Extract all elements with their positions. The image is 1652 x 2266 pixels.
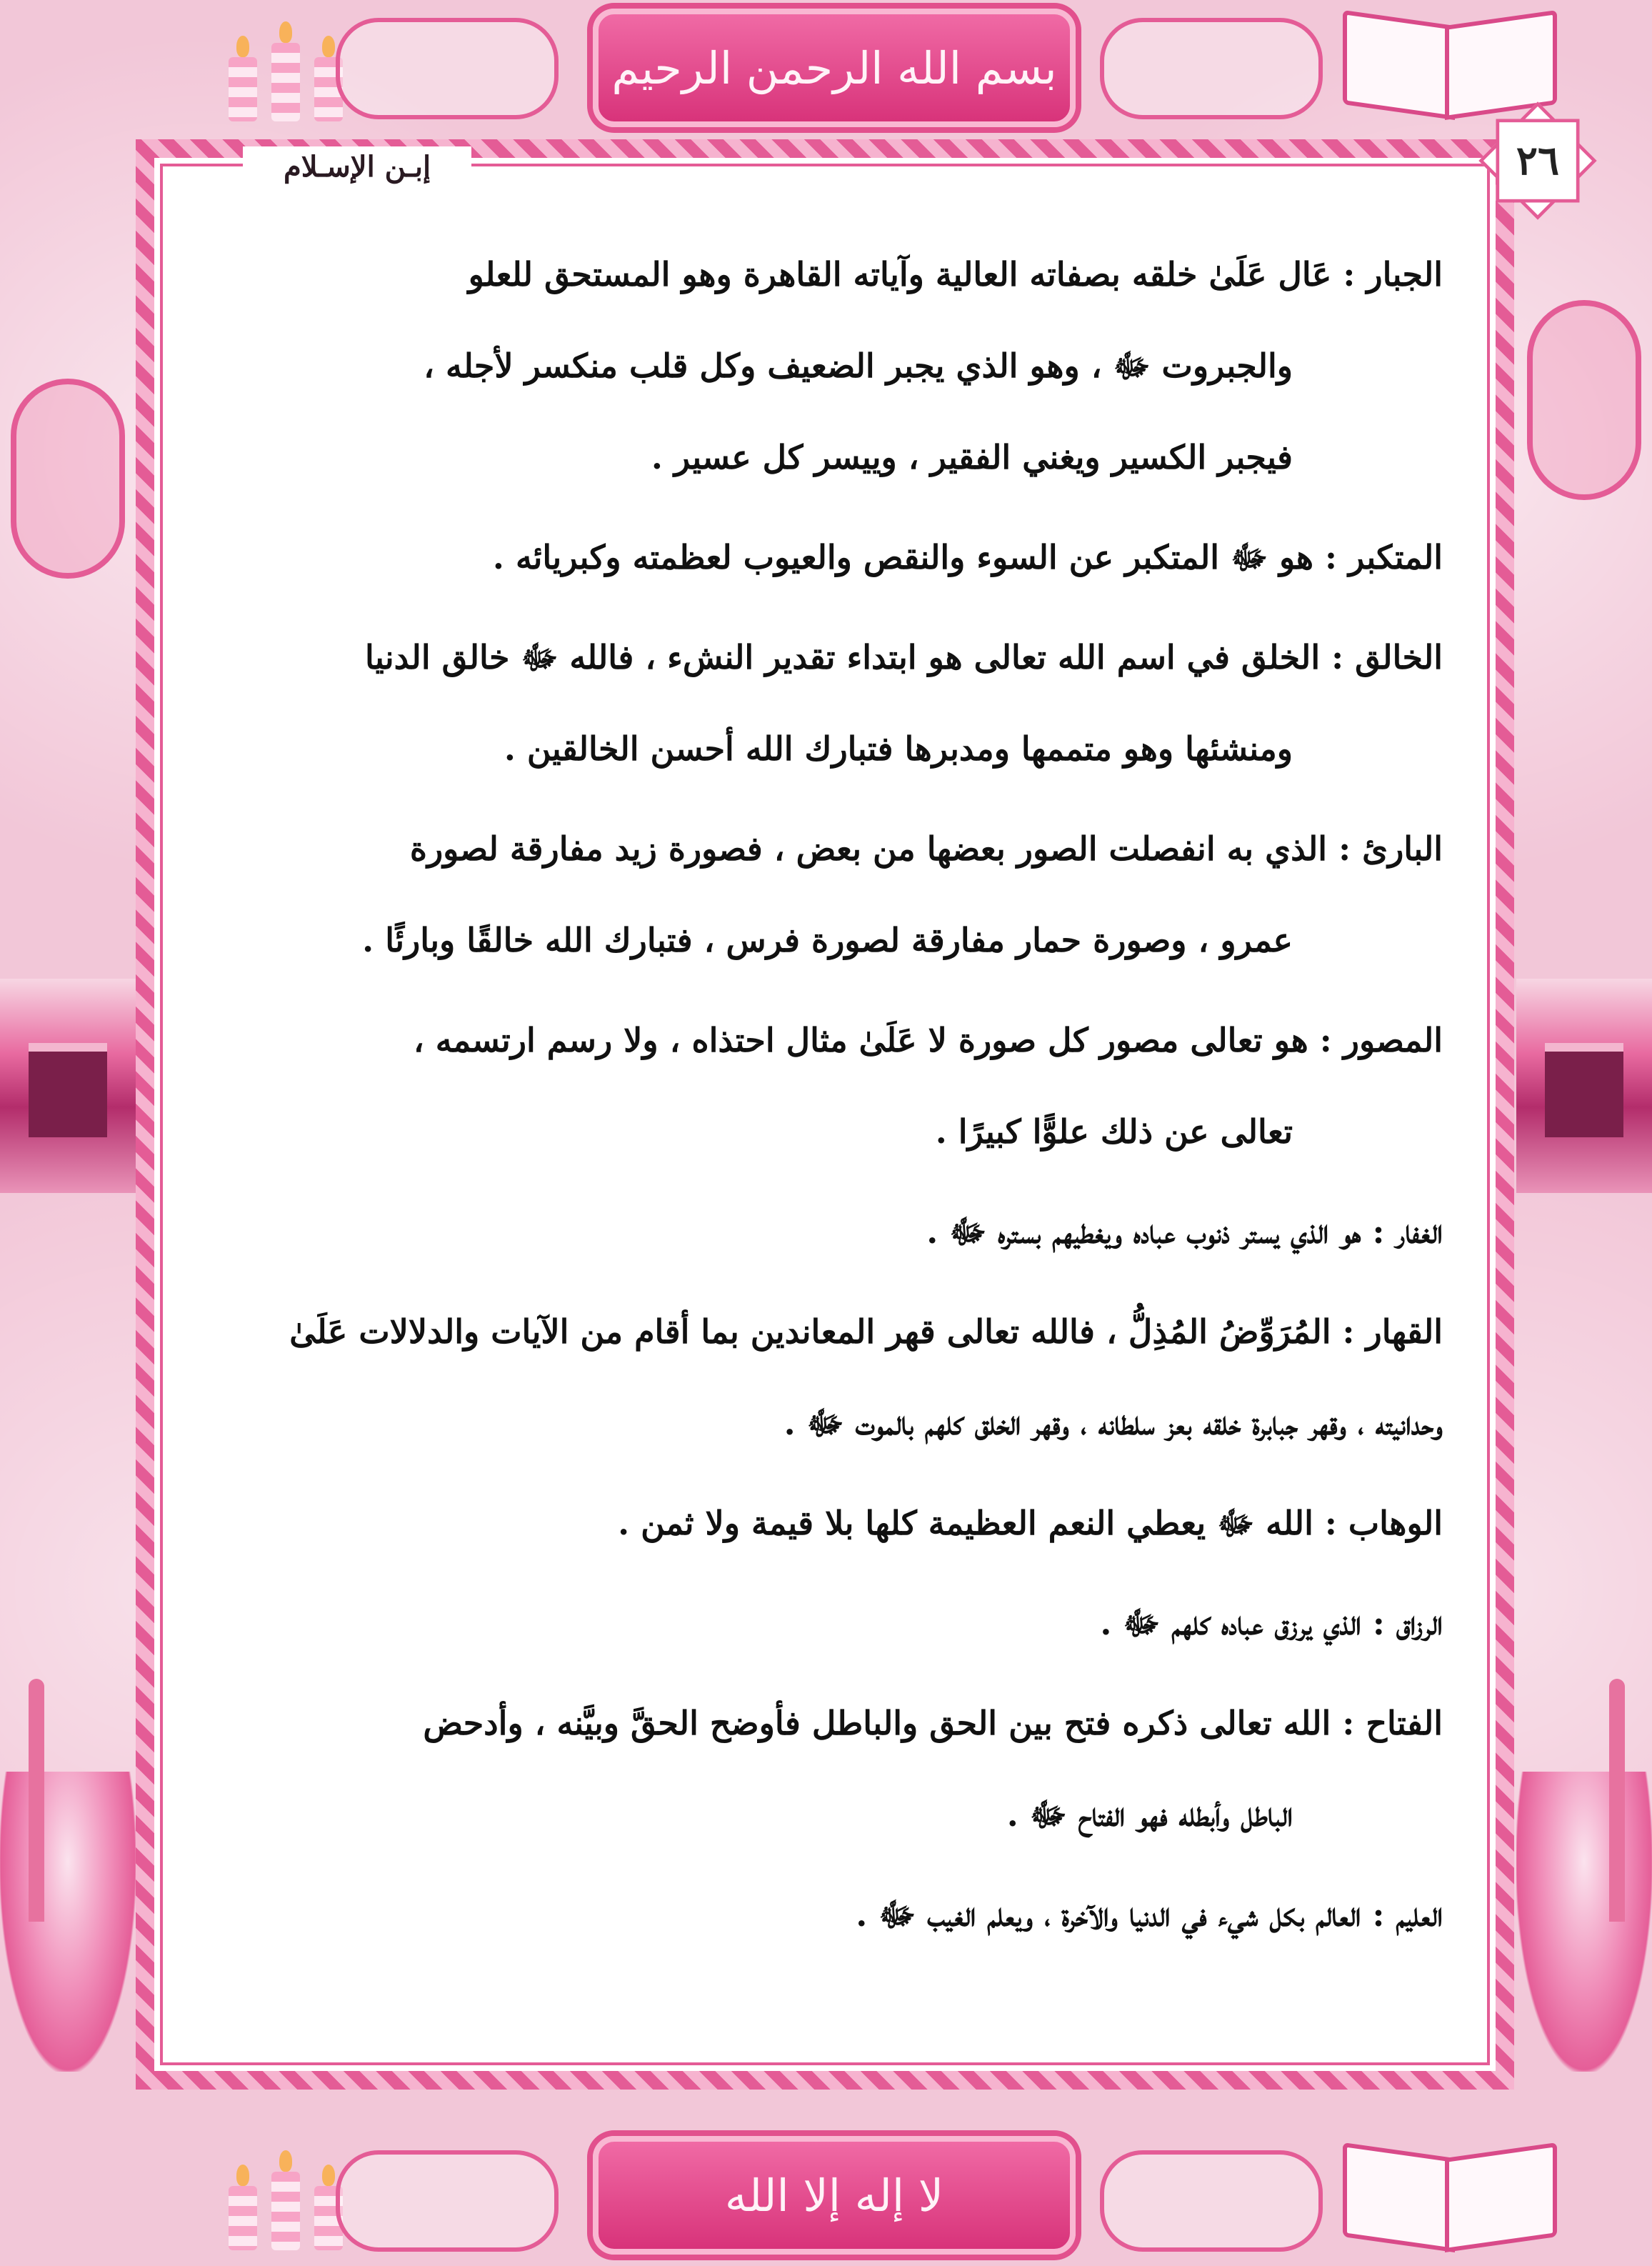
entry-line: الفتاح : الله تعالى ذكره فتح بين الحق والباطل فأوضح الحقَّ وبيَّنه ، وأدحض bbox=[423, 1704, 1443, 1742]
entry-line: البارئ : الذي به انفصلت الصور بعضها من بعض ، فصورة زيد مفارقة لصورة bbox=[409, 829, 1443, 868]
entry-line: والجبروت ﷻ ، وهو الذي يجبر الضعيف وكل قلب منكسر لأجله ، bbox=[424, 346, 1293, 385]
basmala-banner bbox=[593, 9, 1076, 127]
entry-line: القهار : المُرَوِّضُ المُذِلُّ ، فالله تعالى قهر المعاندين بما أقام من الآيات والدلالات عَلَىٰ bbox=[289, 1312, 1443, 1351]
entry-al-bari bbox=[193, 803, 1443, 986]
open-book-bottom-right bbox=[1343, 2143, 1557, 2250]
minaret-right bbox=[1609, 1679, 1625, 1922]
entry-line: وحدانيته ، وقهر جبابرة خلقه بعز سلطانه ، وقهر الخلق كلهم بالموت ﷻ . bbox=[784, 1404, 1443, 1442]
entry-al-qahhar bbox=[193, 1286, 1443, 1469]
tawhid-text: لا إله إلا الله bbox=[724, 2169, 944, 2222]
entry-line: تعالى عن ذلك علوًّا كبيرًا . bbox=[935, 1112, 1293, 1151]
entry-line: عمرو ، وصورة حمار مفارقة لصورة فرس ، فتبارك الله خالقًا وبارئًا . bbox=[362, 921, 1293, 959]
entry-line: فيجبر الكسير ويغني الفقير ، وييسر كل عسير . bbox=[651, 438, 1293, 476]
entry-ar-razzaq bbox=[193, 1577, 1443, 1669]
calligraphy-ornament-left-2 bbox=[14, 1257, 121, 1486]
entry-line: الوهاب : الله ﷻ يعطي النعم العظيمة كلها بلا قيمة ولا ثمن . bbox=[618, 1504, 1443, 1542]
ornament-scroll-bottom-left bbox=[336, 2150, 559, 2252]
calligraphy-medallion-right bbox=[1527, 300, 1641, 500]
entry-al-khaliq bbox=[193, 612, 1443, 794]
entry-al-fattah bbox=[193, 1677, 1443, 1860]
entry-line: الباطل وأبطله فهو الفتاح ﷻ . bbox=[1006, 1795, 1293, 1834]
calligraphy-medallion-left bbox=[11, 379, 125, 579]
page-number: ٢٦ bbox=[1484, 107, 1591, 214]
kaaba-image-left bbox=[0, 979, 136, 1193]
left-decoration bbox=[0, 143, 136, 2129]
entry-al-ghaffar bbox=[193, 1186, 1443, 1277]
entry-line: ومنشئها وهو متممها ومدبرها فتبارك الله أحسن الخالقين . bbox=[504, 729, 1293, 768]
minaret-left bbox=[29, 1679, 44, 1922]
entry-line: الرزاق : الذي يرزق عباده كلهم ﷻ . bbox=[1100, 1604, 1443, 1642]
page-content bbox=[193, 229, 1443, 1969]
entry-line: الجبار : عَال عَلَىٰ خلقه بصفاته العالية وآياته القاهرة وهو المستحق للعلو bbox=[468, 255, 1443, 294]
running-title: إبـن الإسـلام bbox=[243, 146, 471, 186]
mosque-dome-image-right bbox=[1516, 1772, 1652, 2072]
kaaba-image-right bbox=[1516, 979, 1652, 1193]
entry-al-wahhab bbox=[193, 1477, 1443, 1569]
tawhid-banner bbox=[593, 2136, 1076, 2255]
entry-al-alim bbox=[193, 1869, 1443, 1960]
entry-al-jabbar bbox=[193, 229, 1443, 503]
entry-line: الخالق : الخلق في اسم الله تعالى هو ابتداء تقدير النشء ، فالله ﷻ خالق الدنيا bbox=[364, 638, 1443, 677]
entry-line: المصور : هو تعالى مصور كل صورة لا عَلَىٰ مثال احتذاه ، ولا رسم ارتسمه ، bbox=[413, 1021, 1443, 1059]
ornament-scroll-top-left bbox=[336, 18, 559, 119]
mosque-dome-image-left bbox=[0, 1772, 136, 2072]
entry-line: المتكبر : هو ﷻ المتكبر عن السوء والنقص والعيوب لعظمته وكبريائه . bbox=[492, 538, 1443, 577]
entry-al-musawwir bbox=[193, 994, 1443, 1177]
ornament-scroll-bottom-right bbox=[1100, 2150, 1323, 2252]
right-decoration bbox=[1516, 143, 1652, 2129]
basmala-text: بسم الله الرحمن الرحيم bbox=[611, 41, 1057, 94]
calligraphy-ornament-right-2 bbox=[1531, 1257, 1638, 1486]
ornament-scroll-top-right bbox=[1100, 18, 1323, 119]
entry-al-mutakabbir bbox=[193, 511, 1443, 603]
calligraphy-ornament-left bbox=[14, 686, 121, 914]
entry-line: العليم : العالم بكل شيء في الدنيا والآخرة ، ويعلم الغيب ﷻ . bbox=[856, 1895, 1443, 1934]
open-book-top-right bbox=[1343, 11, 1557, 118]
calligraphy-ornament-right bbox=[1531, 686, 1638, 914]
entry-line: الغفار : هو الذي يستر ذنوب عباده ويغطيهم بستره ﷻ . bbox=[926, 1212, 1443, 1251]
